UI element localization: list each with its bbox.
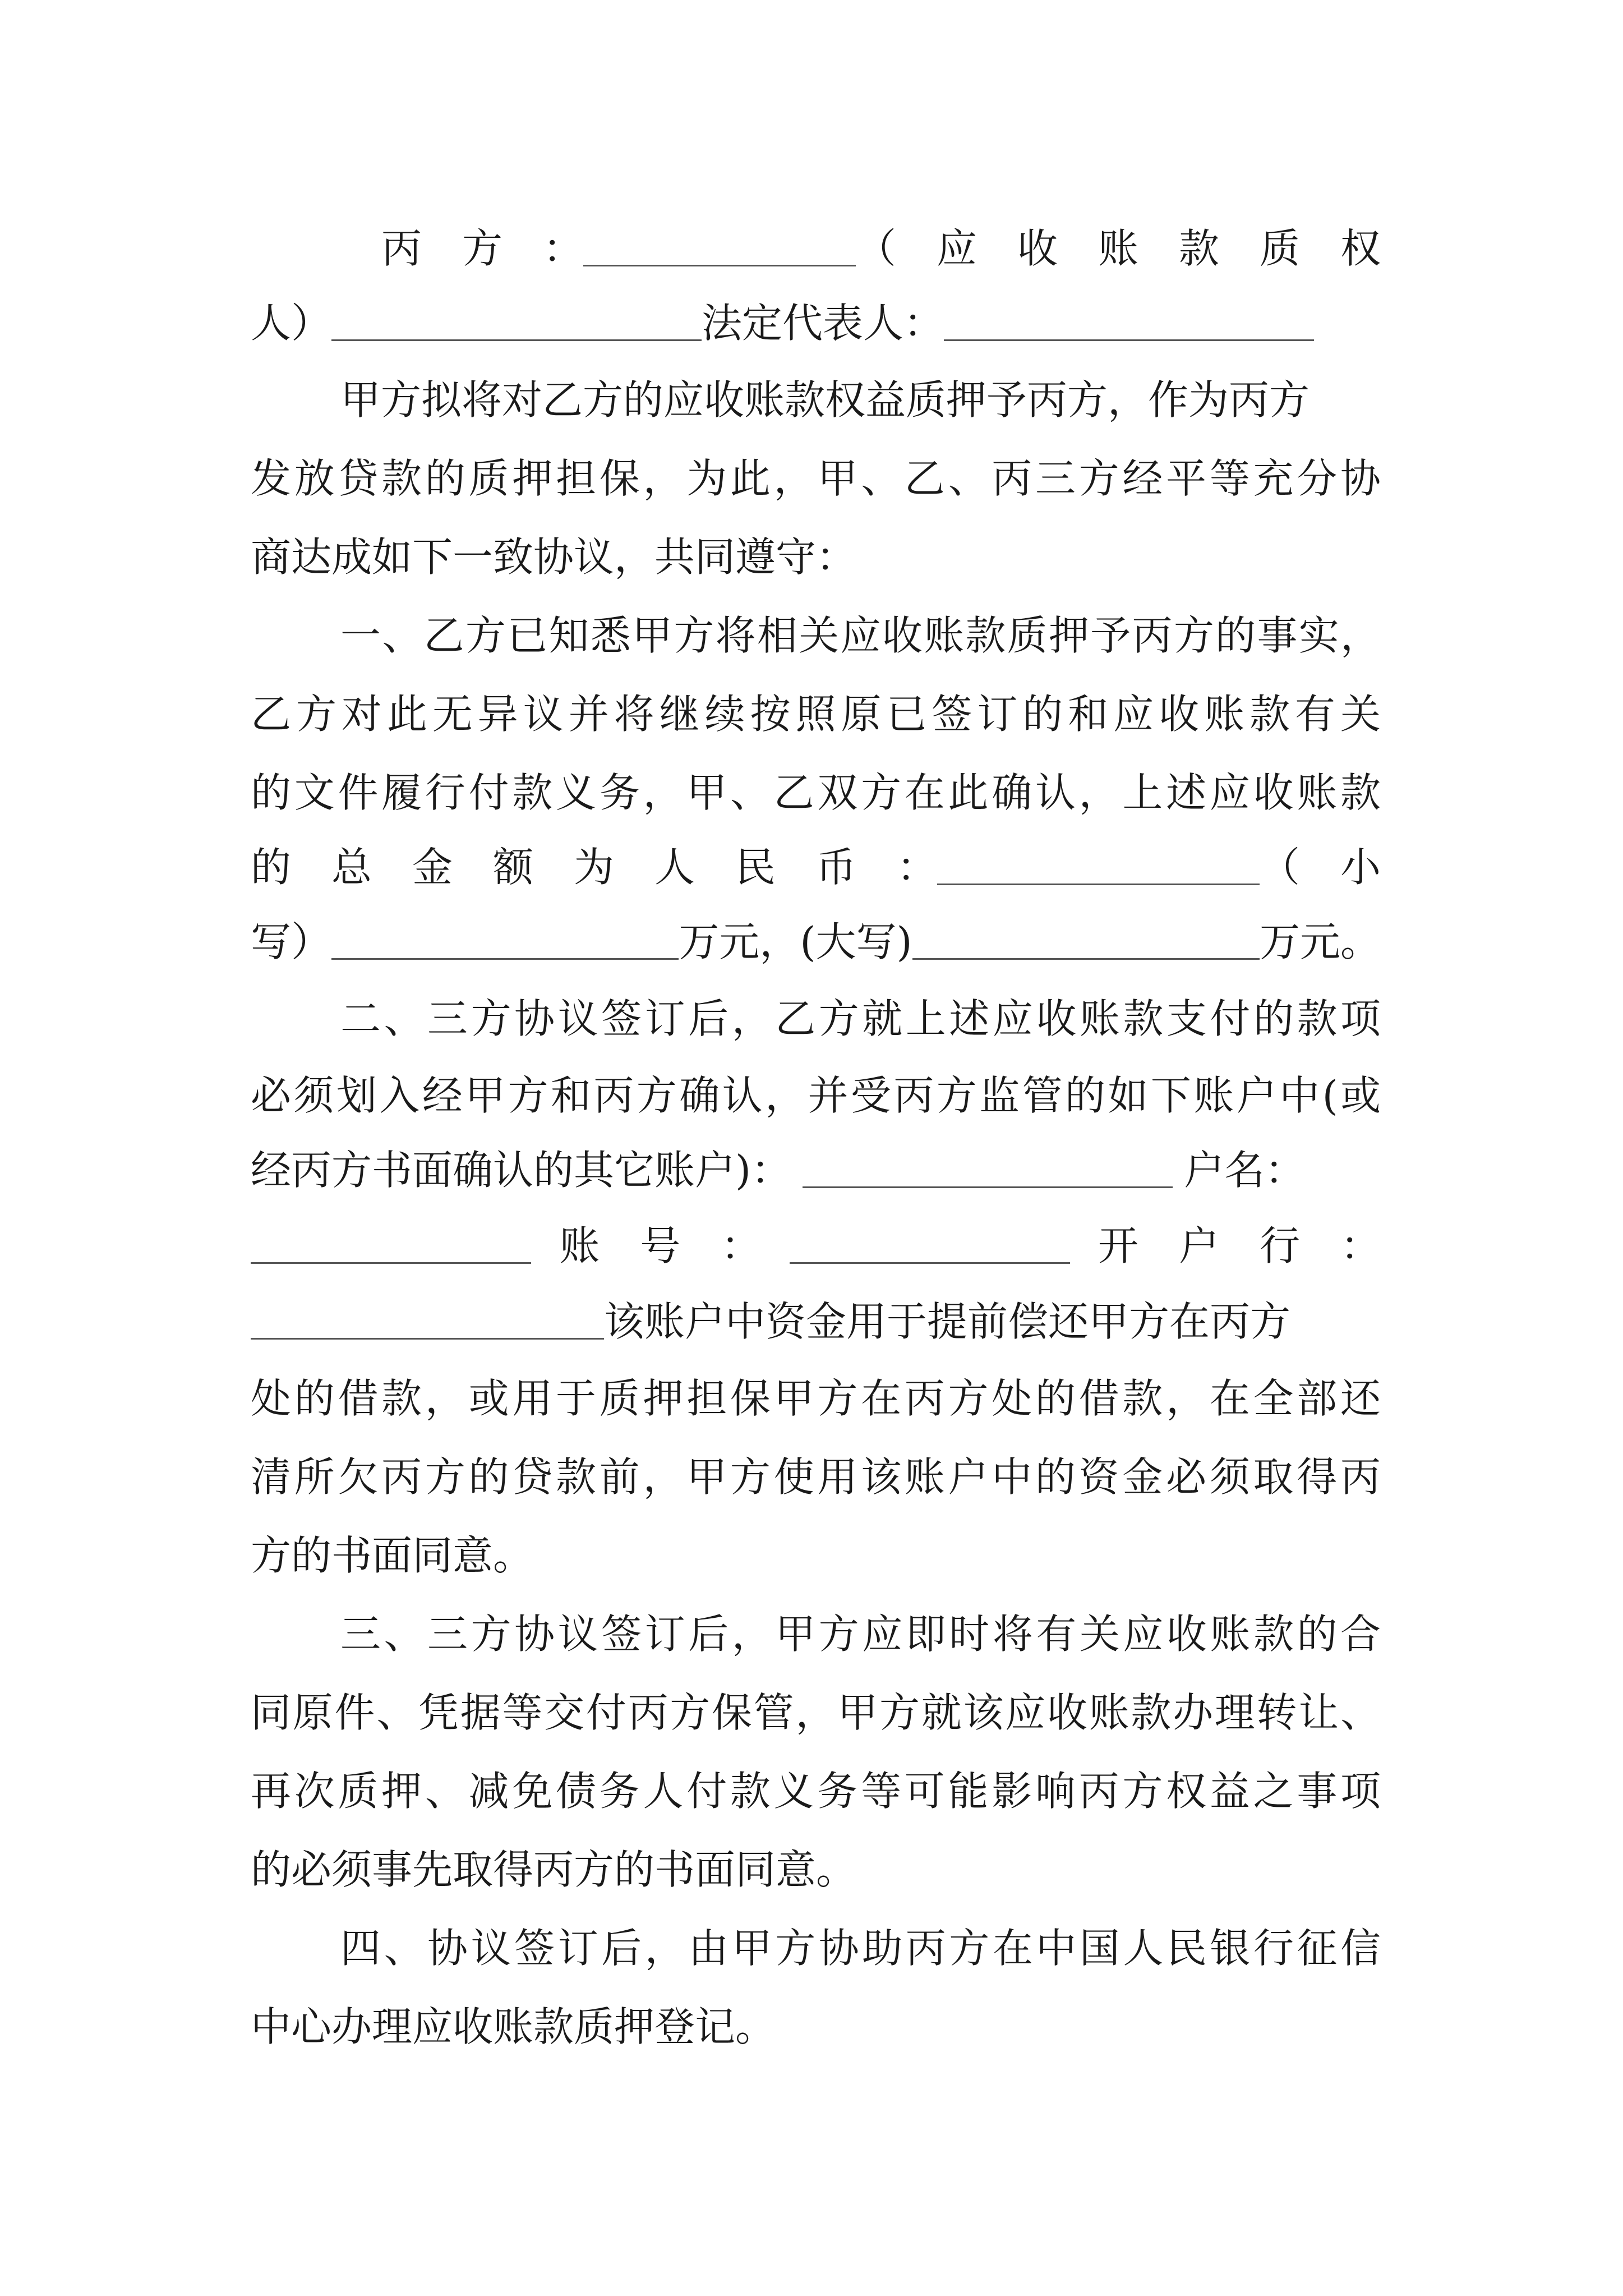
- account-name-label: 户名：: [1184, 1147, 1306, 1194]
- account-number-label: 账 号 ：: [559, 1222, 762, 1269]
- clause-3-text-4: 的必须事先取得丙方的书面同意。: [251, 1846, 857, 1893]
- clause-2-text-6: 处的借款，或用于质押担保甲方在丙方处的借款，在全部还: [251, 1375, 1384, 1422]
- clause-2-line-7: [251, 1434, 1384, 1513]
- total-amount-blank: [937, 843, 1260, 885]
- total-amount-label: 的 总 金 额 为 人 民 币 ：: [251, 844, 938, 891]
- account-name-blank: [251, 1222, 531, 1264]
- other-account-blank: [803, 1146, 1173, 1188]
- lowercase-label-end: 写）: [251, 918, 332, 965]
- clause-1-line-4: [251, 825, 1381, 903]
- clause-1-text-1: 一、乙方已知悉甲方将相关应收账款质押予丙方的事实，: [340, 612, 1382, 659]
- clause-2-line-2: [251, 1053, 1384, 1131]
- clause-1-text-2: 乙方对此无异议并将继续按照原已签订的和应收账款有关: [251, 691, 1386, 738]
- clause-2-text-8: 方的书面同意。: [251, 1532, 534, 1579]
- clause-3-text-1: 三、三方协议签订后，甲方应即时将有关应收账款的合: [340, 1611, 1384, 1658]
- clause-3-line-2: [251, 1670, 1381, 1749]
- clause-3-line-1: [340, 1591, 1384, 1670]
- clause-1-line-5: [251, 899, 1381, 978]
- account-usage-text: 该账户中资金用于提前偿还甲方在丙方: [604, 1298, 1291, 1345]
- party-c-blank: [331, 299, 702, 341]
- preamble-line-1: [340, 357, 1381, 436]
- lowercase-amount-blank: [331, 918, 679, 960]
- clause-2-line-4: [251, 1203, 1381, 1282]
- unit-label: 万元。: [1259, 918, 1381, 965]
- clause-1-line-2: [251, 671, 1386, 750]
- clause-2-text-2: 必须划入经甲方和丙方确认，并受丙方监管的如下账户中(或: [251, 1072, 1384, 1119]
- clause-1-line-3: [251, 750, 1384, 829]
- clause-1-line-1: [340, 593, 1381, 671]
- clause-2-text-1: 二、三方协议签订后，乙方就上述应收账款支付的款项: [340, 995, 1384, 1042]
- account-number-blank: [790, 1222, 1070, 1264]
- clause-3-text-2: 同原件、凭据等交付丙方保管，甲方就该应收账款办理转让、: [251, 1689, 1382, 1736]
- clause-3-line-3: [251, 1749, 1384, 1827]
- clause-3-text-3: 再次质押、减免债务人付款义务等可能影响丙方权益之事项: [251, 1768, 1384, 1815]
- bank-blank: [251, 1297, 604, 1340]
- party-c-line: [381, 206, 1381, 284]
- party-c-label: 丙 方 ：: [381, 225, 584, 272]
- clause-2-text-7: 清所欠丙方的贷款前，甲方使用该账户中的资金必须取得丙: [251, 1453, 1384, 1501]
- clause-2-line-3: [251, 1128, 1381, 1206]
- preamble-line-3: [251, 514, 1381, 593]
- clause-2-line-6: [251, 1356, 1384, 1434]
- clause-2-line-5: [251, 1279, 1381, 1358]
- uppercase-amount-blank: [912, 918, 1260, 960]
- preamble-line-2: [251, 436, 1384, 514]
- party-c-role-text: （ 应 收 账 款 质 权: [855, 225, 1381, 272]
- lowercase-label-start: （ 小: [1259, 844, 1381, 891]
- preamble-text-2: 发放贷款的质押担保，为此，甲、乙、丙三方经平等充分协: [251, 455, 1384, 502]
- preamble-text-1: 甲方拟将对乙方的应收账款权益质押予丙方，作为丙方: [340, 376, 1310, 424]
- legal-rep-blank: [944, 299, 1314, 341]
- legal-rep-label: 法定代表人：: [702, 300, 944, 347]
- clause-1-text-3: 的文件履行付款义务，甲、乙双方在此确认，上述应收账款: [251, 769, 1384, 816]
- party-c-rep-line: [251, 280, 1381, 359]
- clause-4-text-1: 四、协议签订后，由甲方协助丙方在中国人民银行征信: [340, 1925, 1384, 1972]
- clause-2-line-1: [340, 976, 1384, 1055]
- clause-4-text-2: 中心办理应收账款质押登记。: [251, 2003, 776, 2050]
- clause-3-line-4: [251, 1827, 1381, 1906]
- bank-label: 开 户 行 ：: [1098, 1222, 1381, 1269]
- clause-4-line-2: [251, 1984, 1381, 2063]
- party-c-name-blank: [583, 224, 856, 266]
- uppercase-label: 万元，(大写): [679, 918, 912, 965]
- preamble-text-3: 商达成如下一致协议，共同遵守：: [251, 533, 857, 581]
- clause-2-line-8: [251, 1513, 1381, 1591]
- other-account-label: 经丙方书面确认的其它账户)：: [251, 1147, 792, 1194]
- clause-4-line-1: [340, 1906, 1384, 1984]
- party-c-role-end: 人）: [251, 300, 332, 347]
